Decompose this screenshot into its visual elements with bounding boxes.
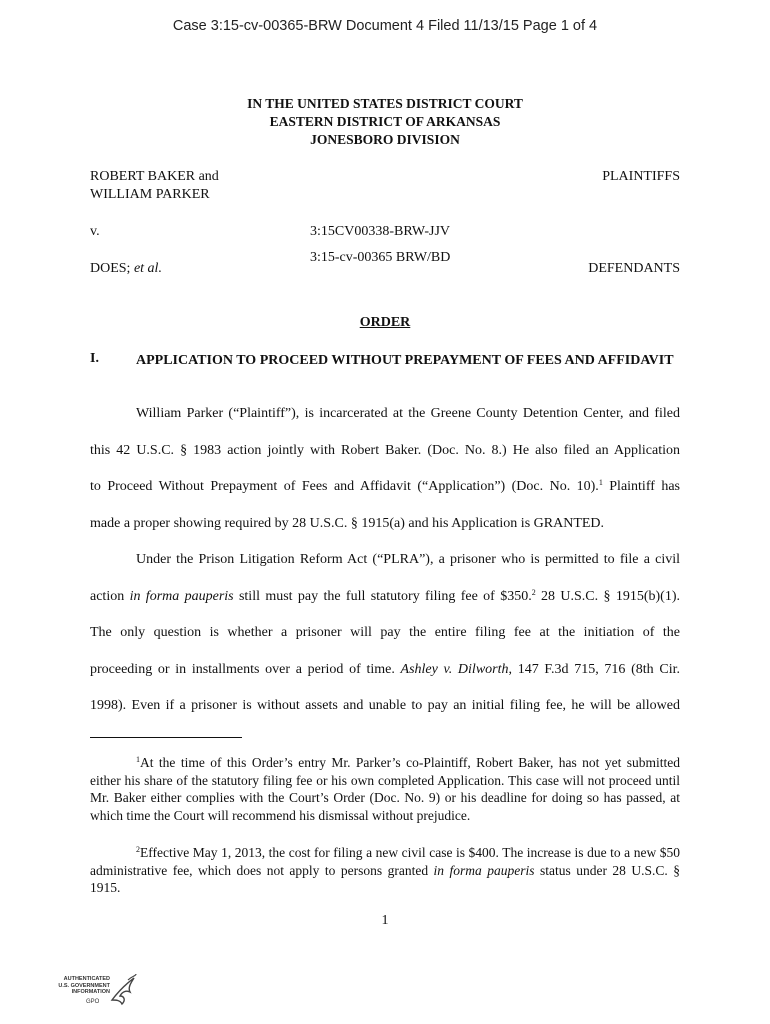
page-number: 1 <box>381 913 389 928</box>
case-filing-stamp: Case 3:15-cv-00365-BRW Document 4 Filed 11/13/15 Page 1 of 4 <box>172 18 598 34</box>
body-line-7: The only question is whether a prisoner will pay the entire filing fee at the initiation of the <box>90 625 680 640</box>
footnote-2-text: Effective May 1, 2013, the cost for filing a new civil case is $400. The increase is due to a new $50 administrative fee, which does not apply to persons granted <box>90 845 680 878</box>
body-line-8-pre: proceeding or in installments over a period of time. <box>90 662 401 677</box>
defendant-name <box>90 260 162 278</box>
district-name: EASTERN DISTRICT OF ARKANSAS <box>269 114 501 129</box>
footnote-ref-2: 2 <box>531 588 536 597</box>
body-line-6 <box>90 588 680 606</box>
body-line-6-pre: action <box>90 589 130 604</box>
body-line-9: 1998). Even if a prisoner is without assets and unable to pay an initial filing fee, he will be allowed <box>90 698 680 713</box>
gpo-seal-text <box>40 976 110 996</box>
body-line-6-tail: 28 U.S.C. § 1915(b)(1). <box>535 589 680 604</box>
footnote-2-tail: status under 28 U.S.C. § 1915. <box>90 862 680 895</box>
body-line-6-italic: in forma pauperis <box>129 589 234 604</box>
body-line-6-mid: still must pay the full statutory filing fee of $350. <box>233 589 532 604</box>
gpo-seal-gpo: GPO <box>86 999 100 1005</box>
defendants-label: DEFENDANTS <box>588 261 680 276</box>
footnote-1 <box>90 754 680 824</box>
body-line-3-text: to Proceed Without Prepayment of Fees and Affidavit (“Application”) (Doc. No. 10). <box>90 479 599 494</box>
plaintiff-name-1: ROBERT BAKER and <box>90 169 219 184</box>
body-line-2: this 42 U.S.C. § 1983 action jointly with Robert Baker. (Doc. No. 8.) He also filed an Application <box>90 443 680 458</box>
body-line-1: William Parker (“Plaintiff”), is incarcerated at the Greene County Detention Center, and filed <box>136 406 680 421</box>
body-line-5: Under the Prison Litigation Reform Act (“PLRA”), a prisoner who is permitted to file a civil <box>136 552 680 567</box>
section-title: APPLICATION TO PROCEED WITHOUT PREPAYMENT OF FEES AND AFFIDAVIT <box>136 353 674 368</box>
case-number-1: 3:15CV00338-BRW-JJV <box>310 224 451 239</box>
court-heading <box>0 95 770 149</box>
footnote-ref-1: 1 <box>598 478 603 487</box>
body-line-3 <box>90 478 680 496</box>
body-line-3-tail: Plaintiff has <box>602 479 681 494</box>
footnote-2 <box>90 844 680 897</box>
court-name: IN THE UNITED STATES DISTRICT COURT <box>247 96 523 111</box>
body-line-8 <box>90 661 680 679</box>
plaintiff-name-2: WILLIAM PARKER <box>90 187 210 202</box>
gpo-seal-line-3: INFORMATION <box>71 989 110 995</box>
footnote-2-mark: 2 <box>136 845 140 854</box>
gpo-seal-line-2: U.S. GOVERNMENT <box>58 982 110 989</box>
eagle-icon <box>108 970 138 1010</box>
defendant-prefix: DOES; <box>90 261 134 276</box>
defendant-et-al: et al. <box>133 261 162 276</box>
plaintiffs-label: PLAINTIFFS <box>602 169 680 184</box>
footnote-divider <box>90 737 242 738</box>
versus-label: v. <box>90 224 100 239</box>
section-number: I. <box>90 351 99 366</box>
case-number-2: 3:15-cv-00365 BRW/BD <box>310 250 451 265</box>
division-name: JONESBORO DIVISION <box>310 132 460 147</box>
body-line-4: made a proper showing required by 28 U.S.C. § 1915(a) and his Application is GRANTED. <box>90 516 605 531</box>
order-heading: ORDER <box>359 315 411 330</box>
footnote-1-mark: 1 <box>136 755 140 764</box>
footnote-2-italic: in forma pauperis <box>433 862 535 878</box>
body-line-8-tail: , 147 F.3d 715, 716 (8th Cir. <box>508 662 680 677</box>
case-citation: Ashley v. Dilworth <box>400 662 509 677</box>
plaintiff-names <box>90 168 219 204</box>
gpo-seal-line-1: AUTHENTICATED <box>63 976 110 982</box>
footnote-1-text: At the time of this Order’s entry Mr. Parker’s co-Plaintiff, Robert Baker, has not yet submitted either his share of the statutory filing fee or his own completed Application. This case will not proceed until Mr. Baker either complies with the Court’s Order (Doc. No. 9) or his deadline for doing so has passed, at which time the Court will recommend his dismissal without prejudice. <box>90 755 680 823</box>
gpo-authentication-seal <box>40 970 140 1012</box>
